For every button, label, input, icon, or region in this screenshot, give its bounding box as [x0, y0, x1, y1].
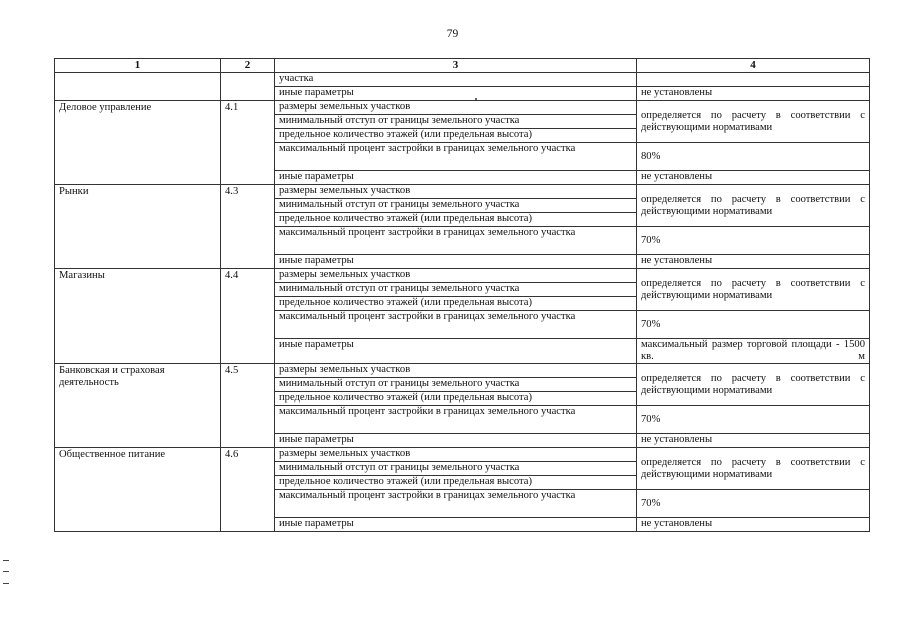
- param-other: иные параметры: [275, 339, 637, 364]
- param-other: иные параметры: [275, 255, 637, 269]
- other-value: не установлены: [637, 255, 870, 269]
- param-plot-size: размеры земельных участков: [275, 185, 637, 199]
- use-type-code: 4.6: [221, 448, 275, 532]
- column-header-4: 4: [637, 59, 870, 73]
- use-type-name: Деловое управление: [55, 101, 221, 185]
- use-type-name: Общественное питание: [55, 448, 221, 532]
- column-header-1: 1: [55, 59, 221, 73]
- column-header-2: 2: [221, 59, 275, 73]
- param-other: иные параметры: [275, 518, 637, 532]
- margin-mark: [3, 560, 9, 584]
- coverage-value: 70%: [637, 406, 870, 434]
- param-min-setback: минимальный отступ от границы земельного участка: [275, 378, 637, 392]
- use-type-code: 4.3: [221, 185, 275, 269]
- param-max-coverage: максимальный процент застройки в границах земельного участка: [275, 227, 637, 255]
- param-min-setback: минимальный отступ от границы земельного участка: [275, 199, 637, 213]
- norm-value: определяется по расчету в соответствии с действующими нормативами: [637, 364, 870, 406]
- use-type-name: Магазины: [55, 269, 221, 364]
- param-max-floors: предельное количество этажей (или предельная высота): [275, 392, 637, 406]
- param-max-floors: предельное количество этажей (или предельная высота): [275, 213, 637, 227]
- table-row: [55, 101, 870, 115]
- other-value: максимальный размер торговой площади - 1500 кв. м: [637, 339, 870, 364]
- coverage-value: 80%: [637, 143, 870, 171]
- use-type-name: Рынки: [55, 185, 221, 269]
- continuation-name-cell: [55, 73, 221, 101]
- table-row: [55, 73, 870, 87]
- continuation-code-cell: [221, 73, 275, 101]
- param-plot-size: размеры земельных участков: [275, 448, 637, 462]
- page-number: 79: [446, 28, 459, 40]
- use-type-code: 4.5: [221, 364, 275, 448]
- coverage-value: 70%: [637, 227, 870, 255]
- param-min-setback: минимальный отступ от границы земельного участка: [275, 283, 637, 297]
- other-value: не установлены: [637, 518, 870, 532]
- norm-value: определяется по расчету в соответствии с действующими нормативами: [637, 448, 870, 490]
- other-value: не установлены: [637, 171, 870, 185]
- table-body: [55, 73, 870, 532]
- coverage-value: 70%: [637, 311, 870, 339]
- param-max-floors: предельное количество этажей (или предельная высота): [275, 297, 637, 311]
- param-plot-size: размеры земельных участков: [275, 269, 637, 283]
- param-max-coverage: максимальный процент застройки в границах земельного участка: [275, 143, 637, 171]
- land-use-parameters-table: [54, 58, 870, 532]
- param-other: иные параметры: [275, 434, 637, 448]
- use-type-code: 4.4: [221, 269, 275, 364]
- continuation-param-cell: участка: [275, 73, 637, 87]
- continuation-value-cell: [637, 73, 870, 87]
- table-row: [55, 269, 870, 283]
- param-max-coverage: максимальный процент застройки в границах земельного участка: [275, 490, 637, 518]
- norm-value: определяется по расчету в соответствии с действующими нормативами: [637, 269, 870, 311]
- continuation-other-value: не установлены: [637, 87, 870, 101]
- other-value: не установлены: [637, 434, 870, 448]
- param-other: иные параметры: [275, 171, 637, 185]
- param-max-floors: предельное количество этажей (или предельная высота): [275, 129, 637, 143]
- param-plot-size: размеры земельных участков: [275, 101, 637, 115]
- table-row: [55, 364, 870, 378]
- table-row: [55, 448, 870, 462]
- param-min-setback: минимальный отступ от границы земельного участка: [275, 462, 637, 476]
- continuation-other-params: иные параметры: [275, 87, 637, 101]
- norm-value: определяется по расчету в соответствии с действующими нормативами: [637, 101, 870, 143]
- table-row: [55, 185, 870, 199]
- column-header-3: 3: [275, 59, 637, 73]
- param-min-setback: минимальный отступ от границы земельного участка: [275, 115, 637, 129]
- param-max-coverage: максимальный процент застройки в границах земельного участка: [275, 311, 637, 339]
- table-header-row: [55, 59, 870, 73]
- use-type-name: Банковская и страховая деятельность: [55, 364, 221, 448]
- param-plot-size: размеры земельных участков: [275, 364, 637, 378]
- param-max-floors: предельное количество этажей (или предельная высота): [275, 476, 637, 490]
- norm-value: определяется по расчету в соответствии с действующими нормативами: [637, 185, 870, 227]
- coverage-value: 70%: [637, 490, 870, 518]
- use-type-code: 4.1: [221, 101, 275, 185]
- param-max-coverage: максимальный процент застройки в границах земельного участка: [275, 406, 637, 434]
